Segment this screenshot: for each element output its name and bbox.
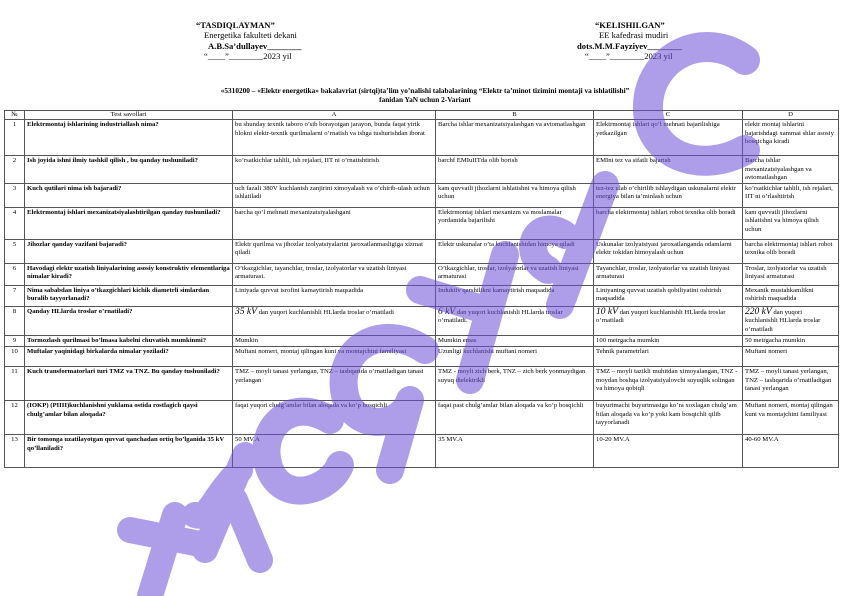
- question-cell: [25, 286, 233, 307]
- row-number: [5, 367, 25, 401]
- answer-b-cell-text: dan yuqori kuchlanishli HLlarda troslar o’rnatiladi.: [438, 309, 563, 325]
- answer-b-cell-text: O’tkazgichlar, troslar, izolyatorlar va uzatish liniyasi armaturasi: [438, 265, 579, 281]
- row-number: [5, 184, 25, 208]
- question-cell-text: Qanday HLlarda troslar o’rnatiladi?: [27, 308, 133, 316]
- answer-c-cell-text: tez-tez ulab o’chirilib ishlaydigan uskunalarni elektr energiya bilan ta’minlash uchun: [596, 185, 736, 201]
- question-cell: [25, 336, 233, 347]
- answer-a-cell: [233, 208, 436, 240]
- answer-b-cell-text: Elektr uskunalar o’ta kuchlanishidan himoya qiladi: [438, 241, 575, 249]
- row-number: [5, 435, 25, 468]
- table-row: [5, 307, 839, 336]
- question-cell: [25, 401, 233, 435]
- row-number: [5, 240, 25, 264]
- answer-a-cell: [233, 264, 436, 286]
- answer-c-cell-text: Liniyaning quvvat uzatish qobiliyatini oshirish maqsadida: [596, 287, 722, 303]
- question-cell-text: Ish joyida ishni ilmiy tashkil qilish , bu qanday tushuniladi?: [27, 157, 198, 165]
- answer-a-cell: [233, 307, 436, 336]
- answer-d-cell-text: Muftani nomeri: [745, 348, 788, 356]
- answer-c-cell-text: 100 metrgacha mumkin: [596, 337, 660, 345]
- answer-d-cell-text: barcha elektrmontaj ishlari robot texnika olib boradi: [745, 241, 833, 257]
- answer-d-cell: [743, 156, 839, 184]
- answer-b-cell: [436, 184, 594, 208]
- answer-c-cell: [594, 307, 743, 336]
- answer-b-cell-text: Barcha ishlar mexanizatsiyalashgan va avtomatlashgan: [438, 121, 586, 129]
- answer-b-cell-text: Induktiv qarshilikni kamaytirish maqsadida: [438, 287, 555, 295]
- col-c-header: C: [594, 111, 743, 120]
- answer-d-cell: [743, 286, 839, 307]
- answer-c-cell-text: barcha elektrmontaj ishlari robot texnika olib boradi: [596, 209, 736, 217]
- col-d-header: D: [743, 111, 839, 120]
- watermark-stroke: [130, 515, 205, 596]
- answer-b-cell-text: kam quvvatli jihozlarni ishlatishni va himoya qilish uchun: [438, 185, 576, 201]
- answer-b-cell: [436, 367, 594, 401]
- question-cell-text: Bir tomonga uzatilayotgan quvvat qanchadan ortiq bo’lganida 35 kV qo’llaniladi?: [27, 436, 225, 452]
- question-cell-text: Tormozlash qurilmasi bo’lmasa kabelni chuvatish mumkinmi?: [27, 337, 207, 345]
- table-row: [5, 286, 839, 307]
- question-cell: [25, 264, 233, 286]
- agreement-position: EE kafedrasi mudiri: [599, 30, 669, 41]
- answer-a-cell-text: bu shunday texnik taboro o’sib borayotgan jarayon, bunda faqat yirik blokni elektr-texnik qurilmalarni o’rnatish va ishga tushurishdan iborat: [235, 121, 425, 137]
- row-number: [5, 347, 25, 367]
- table-header-row: [5, 111, 839, 120]
- answer-c-cell-text: 10-20 MV.A: [596, 436, 630, 444]
- agreement-title: “KELISHILGAN”: [595, 20, 665, 30]
- answer-c-cell: [594, 336, 743, 347]
- answer-c-cell: [594, 286, 743, 307]
- answer-d-cell-text: kam quvvatli jihozlarni ishlatishni va himoya qilish uchun: [745, 209, 819, 233]
- answer-b-cell-text: TMZ - moyli zich berk, TNZ – zich berk yonmaydigan suyuq dielektrikli: [438, 368, 586, 384]
- question-cell-text: Elektrmontaj ishlarining industriallash nima?: [27, 121, 159, 129]
- answer-c-cell: [594, 240, 743, 264]
- question-cell: [25, 307, 233, 336]
- answer-d-cell-text: Barcha ishlar mexanizatsiyalashgan va avtomatlashgan: [745, 157, 812, 181]
- row-number-text: 12: [11, 402, 18, 410]
- answer-a-cell-text: barcha qo’l mehnati mexanizatsiyalashgani: [235, 209, 351, 217]
- row-number-text: 11: [11, 368, 18, 376]
- answer-a-cell-text: 50 MV.A: [235, 436, 260, 444]
- answer-c-cell: [594, 264, 743, 286]
- answer-a-cell-text: dan yuqori kuchlanishli HLlarda troslar o’rnatiladi: [256, 309, 394, 317]
- answer-b-cell: [436, 240, 594, 264]
- question-cell-text: Nima sababdan liniya o’tkazgichlari kichik diametrli simlardan buralib tayyorlanadi?: [27, 287, 210, 303]
- row-number-text: 10: [11, 348, 18, 356]
- answer-a-cell-text: O’tkazgichlar, tayanchlar, troslar, izolyatorlar va uzatish liniyasi armaturasi.: [235, 265, 407, 281]
- answer-a-cell: [233, 156, 436, 184]
- approval-position: Energetika fakulteti dekani: [204, 30, 297, 41]
- answer-d-cell: [743, 307, 839, 336]
- answer-d-cell: [743, 120, 839, 156]
- answer-c-cell-text: Uskunalar izolyatsiyasi jaroxatlanganda odamlarni elektr tokidan himoyalash uchun: [596, 241, 732, 257]
- question-cell: [25, 156, 233, 184]
- approval-name: A.B.Sa’dullayev________: [208, 40, 302, 51]
- answer-a-cell-text: Mumkin: [235, 337, 259, 345]
- answer-c-cell: [594, 184, 743, 208]
- answer-a-cell: [233, 347, 436, 367]
- answer-b-cell-text: Elektrmontaj ishlari mexanizm va moslamalar yordamida bajarilishi: [438, 209, 562, 225]
- answer-d-cell: [743, 401, 839, 435]
- row-number-text: 8: [12, 308, 17, 316]
- table-row: [5, 156, 839, 184]
- answer-d-cell: [743, 240, 839, 264]
- answer-d-cell-text: Mexanik mustahkamlikni oshirish maqsadida: [745, 287, 814, 303]
- table-row: [5, 401, 839, 435]
- row-number-text: 2: [12, 157, 17, 165]
- answer-a-cell: [233, 240, 436, 264]
- answer-c-cell: [594, 401, 743, 435]
- table-row: [5, 184, 839, 208]
- row-number: [5, 264, 25, 286]
- answer-d-cell-text: 40-60 MV.A: [745, 436, 779, 444]
- row-number-text: 4: [12, 209, 17, 217]
- answer-c-cell-text: buyurtmachi buyurtmasiga ko’ra xoxlagan chulg’am bilan aloqada va ko’p yoki kam bosqichli qilib tayyorlanadi: [596, 402, 737, 426]
- question-cell-text: Kuch qutilari nima ish bajaradi?: [27, 185, 122, 193]
- question-cell: [25, 184, 233, 208]
- table-row: [5, 347, 839, 367]
- subject-line-2: fanidan YaN uchun 2-Variant: [379, 95, 471, 104]
- answer-d-cell: [743, 208, 839, 240]
- answer-d-cell: [743, 367, 839, 401]
- answer-b-cell-text: Uzunligi kuchlanishi muftani nomeri: [438, 348, 537, 356]
- voltage-value: 10 kV: [596, 307, 618, 318]
- agreement-date: “____”________2023 yil: [585, 51, 673, 62]
- row-number: [5, 156, 25, 184]
- table-row: [5, 336, 839, 347]
- approval-title: “TASDIQLAYMAN”: [196, 20, 275, 30]
- answer-b-cell-text: barchf EMIuIITda olib borish: [438, 157, 518, 165]
- question-cell: [25, 240, 233, 264]
- answer-a-cell: [233, 401, 436, 435]
- table-row: [5, 367, 839, 401]
- table-row: [5, 240, 839, 264]
- test-table: [4, 110, 839, 468]
- row-number-text: 1: [12, 121, 17, 129]
- answer-c-cell: [594, 120, 743, 156]
- question-cell: [25, 367, 233, 401]
- answer-b-cell: [436, 120, 594, 156]
- question-cell: [25, 347, 233, 367]
- answer-a-cell-text: uch fazali 380V kuchlanish zanjirini ximoyalash va o’chirib-ulash uchun ishlatiladi: [235, 185, 430, 201]
- answer-c-cell: [594, 347, 743, 367]
- answer-a-cell-text: Elektr qurilma va jihozlar izolyatsiyalarini jaroxatlanmasligiga xizmat qiladi: [235, 241, 423, 257]
- answer-c-cell: [594, 208, 743, 240]
- agreement-block: [577, 20, 682, 62]
- answer-c-cell-text: Tehnik parametrlari: [596, 348, 649, 356]
- row-number: [5, 208, 25, 240]
- answer-c-cell-text: Tayanchlar, troslar, izolyatorlar va uzatish liniyasi armaturasi: [596, 265, 730, 281]
- col-question-header: Test savollari: [25, 111, 233, 120]
- answer-d-cell: [743, 184, 839, 208]
- answer-d-cell: [743, 264, 839, 286]
- answer-a-cell-text: Muftani nomeri, montaj qilingan kuni va montajchini familiyasi: [235, 348, 407, 356]
- approval-block: [196, 20, 302, 62]
- answer-c-cell-text: TMZ – moyli tazikli muhitdan ximoyalangan, TNZ - moydan boshqa izolyatsiyalovchi suyuqlik solingan va himoya qobiqli: [596, 368, 738, 392]
- answer-a-cell: [233, 120, 436, 156]
- answer-a-cell-text: ko’rsatkichlar tahlili, ish rejalari, IIT ni o’rnatishtirish: [235, 157, 379, 165]
- answer-b-cell: [436, 336, 594, 347]
- row-number-text: 9: [12, 337, 17, 345]
- row-number: [5, 307, 25, 336]
- question-cell-text: Jihozlar qanday vazifani bajaradi?: [27, 241, 128, 249]
- answer-d-cell-text: 50 metrgacha mumkin: [745, 337, 806, 345]
- row-number: [5, 401, 25, 435]
- answer-a-cell: [233, 435, 436, 468]
- answer-c-cell-text: EMIni tez va sifatli bajarish: [596, 157, 671, 165]
- row-number-text: 5: [12, 241, 17, 249]
- col-a-header: A: [233, 111, 436, 120]
- row-number: [5, 336, 25, 347]
- subject-line-1: «5310200 – «Elektr energetika» bakalavriat (sirtqi)ta’lim yo’nalishi talabalarining “Elektr ta’minot tizimini montaji va ishlatilishi”: [220, 86, 630, 95]
- table-row: [5, 120, 839, 156]
- answer-b-cell: [436, 347, 594, 367]
- table-row: [5, 264, 839, 286]
- answer-a-cell-text: faqat yuqori chulg’amlar bilan aloqada va ko’p bosqichli: [235, 402, 388, 410]
- col-b-header: B: [436, 111, 594, 120]
- answer-a-cell-text: TMZ – moyli tanasi yerlangan, TNZ – tashqarida o’rnatiladigan tanasi yerlangan: [235, 368, 424, 384]
- answer-d-cell-text: dan yuqori kuchlanishli HLlarda troslar o’rnatiladi: [745, 309, 821, 333]
- subject-title: [110, 86, 740, 104]
- table-row: [5, 208, 839, 240]
- answer-b-cell: [436, 264, 594, 286]
- answer-d-cell: [743, 347, 839, 367]
- question-cell: [25, 120, 233, 156]
- question-cell-text: (IOKP) (PIIII)kuchlanishni yuklama ostida rostlagich qaysi chulg’amlar bilan aloqada?: [27, 402, 198, 418]
- answer-b-cell-text: Mumkin emas: [438, 337, 477, 345]
- answer-c-cell-text: dan yuqori kuchlanishli HLlarda troslar o’rnatiladi: [596, 309, 726, 325]
- answer-a-cell: [233, 184, 436, 208]
- answer-d-cell: [743, 435, 839, 468]
- row-number-text: 7: [12, 287, 17, 295]
- row-number: [5, 120, 25, 156]
- voltage-value: 220 kV: [745, 307, 772, 318]
- question-cell: [25, 435, 233, 468]
- answer-c-cell: [594, 156, 743, 184]
- answer-a-cell: [233, 367, 436, 401]
- answer-b-cell-text: 35 MV.A: [438, 436, 463, 444]
- answer-b-cell: [436, 286, 594, 307]
- approval-date: “____”________2023 yil: [204, 51, 292, 62]
- answer-a-cell: [233, 286, 436, 307]
- answer-a-cell: [233, 336, 436, 347]
- row-number-text: 6: [12, 265, 17, 273]
- answer-b-cell: [436, 307, 594, 336]
- col-number-header: №: [5, 111, 25, 120]
- question-cell-text: Muftalar yaqinidagi birkalarda nimalar yoziladi?: [27, 348, 169, 356]
- table-row: [5, 435, 839, 468]
- row-number: [5, 286, 25, 307]
- question-cell-text: Elektrmontaj ishlari mexanizatsiyalashtirilgan qanday tushuniladi?: [27, 209, 221, 217]
- answer-b-cell-text: faqat past chulg’amlar bilan aloqada va ko’p bosqichli: [438, 402, 584, 410]
- answer-d-cell: [743, 336, 839, 347]
- answer-d-cell-text: Muftani nomeri, montaj qilingan kuni va montajchini familiyasi: [745, 402, 833, 418]
- agreement-name: dots.M.M.Fayziyev________: [577, 40, 682, 51]
- answer-d-cell-text: elektr montaj ishlarini bajarishdagi xammai shlar asosiy bosqichga kiradi: [745, 121, 834, 145]
- answer-b-cell: [436, 156, 594, 184]
- answer-b-cell: [436, 435, 594, 468]
- answer-c-cell: [594, 367, 743, 401]
- answer-c-cell: [594, 435, 743, 468]
- watermark-stroke: [195, 455, 260, 560]
- row-number-text: 13: [11, 436, 18, 444]
- answer-d-cell-text: ko’rsatkichlar tahlili, ish rejalari, IIT ni o’rlashtirish: [745, 185, 833, 201]
- voltage-value: 35 kV: [235, 307, 257, 318]
- row-number-text: 3: [12, 185, 17, 193]
- answer-c-cell-text: Elektrmontaj ishlari qo’l mehnati bajarilishiga yetkazilgan: [596, 121, 720, 137]
- answer-d-cell-text: TMZ – moyli tanasi yerlangan, TNZ – tashqarida o’rnatiladigan tanasi yerlangan: [745, 368, 832, 392]
- answer-d-cell-text: Troslar, izolyatorlar va uzatish liniyasi armaturasi: [745, 265, 827, 281]
- answer-a-cell-text: Liniyada quvvat isrofini kamaytirish maqsadida: [235, 287, 364, 295]
- answer-b-cell: [436, 401, 594, 435]
- question-cell-text: Havodagi elektr uzatish liniyalarining asosiy konstruktiv elementlariga nimalar kiradi?: [27, 265, 230, 281]
- voltage-value: 6 kV: [438, 307, 456, 318]
- question-cell-text: Kuch transformatorlari turi TMZ va TNZ. Bu qanday tushuniladi?: [27, 368, 220, 376]
- answer-b-cell: [436, 208, 594, 240]
- question-cell: [25, 208, 233, 240]
